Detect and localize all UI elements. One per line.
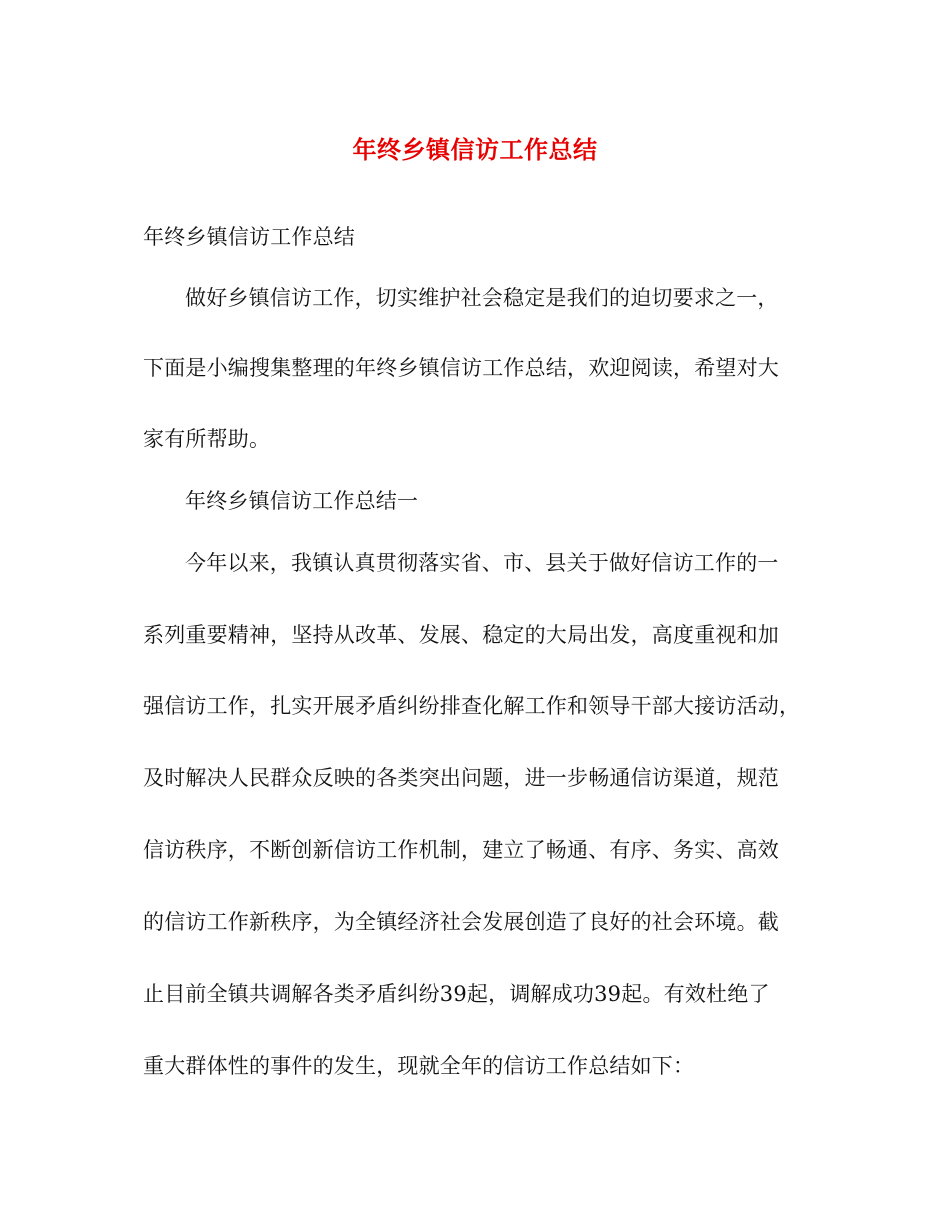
body-line: 强信访工作，扎实开展矛盾纠纷排查化解工作和领导干部大接访活动， [143, 694, 801, 718]
body-line: 重大群体性的事件的发生，现就全年的信访工作总结如下： [143, 1054, 695, 1078]
body-line: 止目前全镇共调解各类矛盾纠纷39起，调解成功39起。有效杜绝了 [143, 982, 770, 1006]
intro-line: 家有所帮助。 [143, 427, 271, 451]
body-line: 今年以来，我镇认真贯彻落实省、市、县关于做好信访工作的一 [185, 551, 779, 575]
body-line: 信访秩序，不断创新信访工作机制，建立了畅通、有序、务实、高效 [143, 838, 779, 862]
intro-line: 做好乡镇信访工作，切实维护社会稳定是我们的迫切要求之一， [185, 286, 779, 310]
section-heading: 年终乡镇信访工作总结一 [185, 489, 419, 513]
body-line: 的信访工作新秩序，为全镇经济社会发展创造了良好的社会环境。截 [143, 910, 779, 934]
document-title: 年终乡镇信访工作总结 [352, 135, 598, 164]
body-line: 及时解决人民群众反映的各类突出问题，进一步畅通信访渠道，规范 [143, 766, 779, 790]
intro-line: 下面是小编搜集整理的年终乡镇信访工作总结，欢迎阅读，希望对大 [143, 356, 779, 380]
document-subtitle: 年终乡镇信访工作总结 [143, 225, 355, 249]
body-line: 系列重要精神，坚持从改革、发展、稳定的大局出发，高度重视和加 [143, 623, 779, 647]
